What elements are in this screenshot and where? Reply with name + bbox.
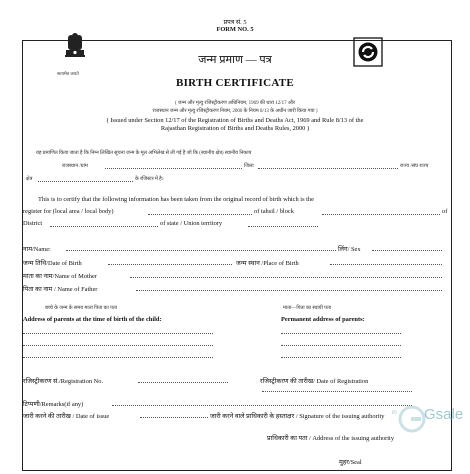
certify-line-1: This is to certify that the following information has been taken from the original record of birth which is the	[38, 196, 314, 203]
birth-address-line-2	[23, 345, 213, 346]
state-ut-dots	[248, 226, 318, 227]
form-number: FORM NO. 5	[216, 26, 254, 33]
birth-address-line-3	[23, 357, 213, 358]
tahsil-dots	[322, 214, 440, 215]
pob-dots	[330, 264, 442, 265]
district-label: जिला	[244, 164, 254, 169]
permanent-address-hindi: माता—पिता का स्थायी पता	[283, 306, 332, 311]
mother-name-label: माता का नाम/Name of Mother	[23, 273, 97, 280]
permanent-address-line-2	[281, 345, 401, 346]
state-label: राजस्थान /ग्राम	[62, 164, 88, 169]
area-dots	[38, 181, 133, 182]
title-hindi: जन्म प्रमाण — पत्र	[198, 54, 272, 66]
issue-date-dots	[140, 417, 208, 418]
authority-address-label: प्राधिकारी का पता / Address of the issuing authority	[267, 435, 395, 442]
watermark-text: Gsale	[424, 406, 464, 423]
permanent-address-line-3	[281, 357, 401, 358]
address-at-birth-label: Address of parents at the time of birth of the child:	[23, 316, 162, 323]
tahsil-label: of tahsil / block	[254, 208, 294, 215]
form-number-hindi: प्रपत्र सं. 5	[223, 19, 247, 26]
state-dots	[105, 168, 242, 169]
issued-under-1: ( Issued under Section 12/17 of the Registration of Births and Deaths Act, 1969 and Rule 8/13 of the	[106, 117, 364, 124]
certify-hindi-line: यह प्रमाणित किया जाता है कि निम्न लिखित सूचना जन्म के मूल अभिलेख से ली गई है जो कि (स्थानीय क्षेत्र) स्थानीय निकाय	[36, 151, 252, 156]
remarks-label: टिप्पणी/Remarks(if any)	[23, 401, 84, 408]
district-english-dots	[50, 226, 158, 227]
certificate-frame	[22, 40, 452, 471]
mother-name-dots	[130, 277, 442, 278]
issue-date-label: जारी करने की तारीख / Date of issue	[23, 413, 110, 420]
dob-label: जन्म तिथि/Date of Birth	[23, 260, 82, 267]
seal-label: मुहर/Seal	[339, 459, 362, 466]
permanent-address-label: Permanent address of parents:	[281, 316, 365, 323]
issued-under-hindi-1: ( जन्म और मृत्यु रजिस्ट्रीकरण अधिनियम, 1969 की धारा 12/17 और	[174, 101, 296, 106]
remarks-dots	[112, 405, 412, 406]
father-name-dots	[136, 290, 442, 291]
pob-label: जन्म स्थान /Place of Birth	[236, 260, 299, 267]
district-dots	[258, 168, 398, 169]
name-dots	[66, 250, 336, 251]
watermark-prefix: in	[392, 410, 397, 416]
permanent-address-line-1	[281, 333, 401, 334]
local-body-label: register for (local area / local body)	[23, 208, 114, 215]
signature-label: जारी करने वाले प्राधिकारी के हस्ताक्षर / Signature of the issuing authority	[210, 413, 385, 420]
sex-label: लिंग/ Sex	[338, 246, 361, 253]
state-ut-label: of state / Union territory	[160, 220, 223, 227]
father-name-label: पिता का नाम / Name of Father	[23, 286, 98, 293]
address-at-birth-hindi: बच्चे के जन्म के समय माता पिता का पता	[45, 306, 117, 311]
of-label: of	[442, 208, 448, 215]
registration-date-dots	[262, 391, 412, 392]
dob-dots	[108, 264, 232, 265]
birth-address-line-1	[23, 333, 213, 334]
registration-number-dots	[138, 382, 228, 383]
local-body-dots	[148, 214, 252, 215]
register-end-label: के रजिस्टर में है।	[135, 177, 164, 182]
emblem-caption: सत्यमेव जयते	[57, 71, 79, 76]
registration-date-label: रजिस्ट्रीकरण की तारीख/ Date of Registration	[260, 378, 369, 385]
certificate-title: BIRTH CERTIFICATE	[175, 77, 295, 89]
union-territory-label: राज्य /संघ राज्य	[400, 164, 429, 169]
name-label: नाम/Name:	[23, 246, 51, 253]
area-label: क्षेत्र	[26, 177, 33, 182]
registration-number-label: रजिस्ट्रीकरण सं./Registration No.	[23, 378, 104, 385]
sex-dots	[372, 250, 442, 251]
district-english-label: District	[23, 220, 43, 227]
issued-under-2: Rajasthan Registration of Births and Deaths Rules, 2000 )	[160, 125, 310, 132]
issued-under-hindi-2: राजस्थान जन्म और मृत्यु रजिस्ट्रीकरण नियम, 2000 के नियम 8/13 के अधीन जारी किया गया )	[152, 109, 318, 114]
